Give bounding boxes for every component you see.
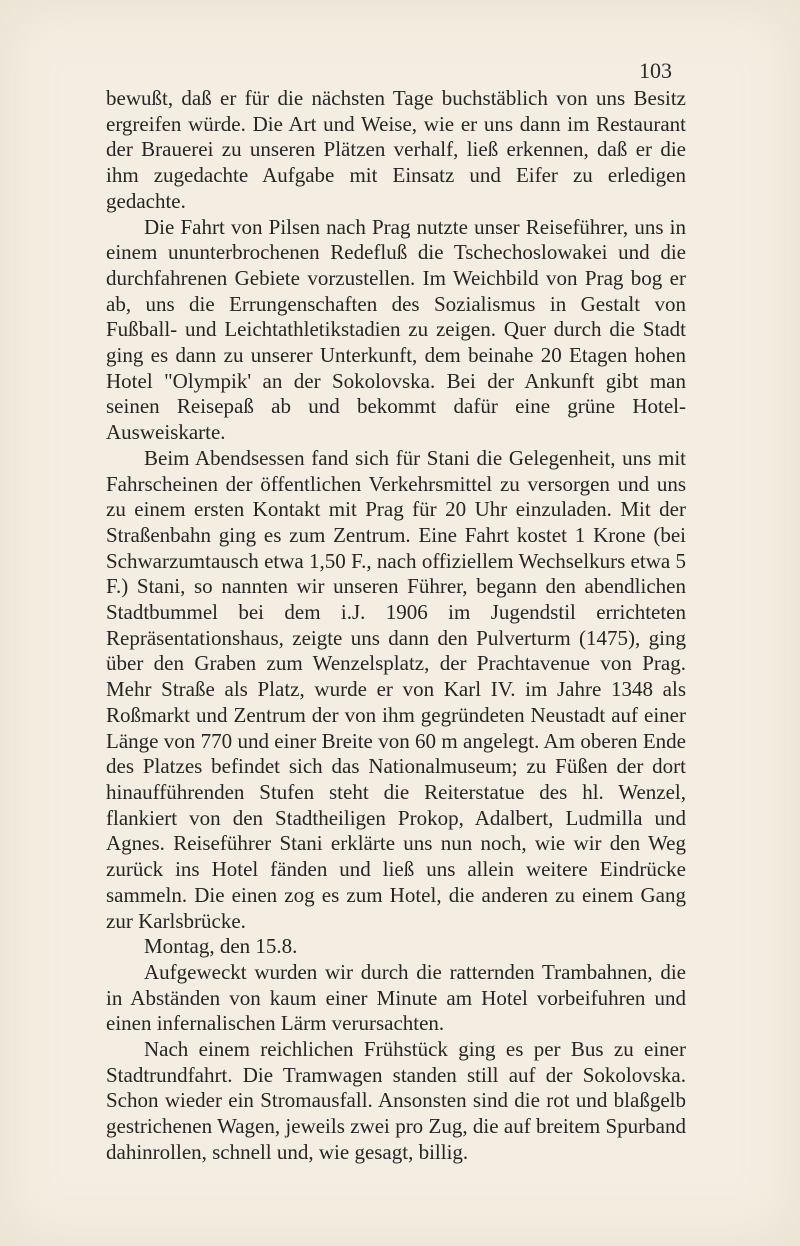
- body-text: [106, 86, 686, 1166]
- paragraph-continuation: bewußt, daß er für die nächsten Tage buchstäblich von uns Besitz ergreifen würde. Die Art und Weise, wie er uns dann im Restaurant der Brauerei zu unseren Plätzen verhalf, ließ erkennen, daß er die ihm zugedachte Aufgabe mit Einsatz und Eifer zu erledigen gedachte.: [106, 86, 686, 213]
- paragraph-city-tour: Nach einem reichlichen Frühstück ging es per Bus zu einer Stadtrundfahrt. Die Tramwagen standen still auf der Sokolovska. Schon wieder ein Stromausfall. Ansonsten sind die rot und blaßgelb gestrichenen Wagen, jeweils zwei pro Zug, die auf breitem Spurband dahinrollen, schnell und, wie gesagt, billig.: [106, 1037, 686, 1164]
- paragraph-journey-to-prague: Die Fahrt von Pilsen nach Prag nutzte unser Reiseführer, uns in einem ununterbrochenen Redefluß die Tschechoslowakei und die durchfahrenen Gebiete vorzustellen. Im Weichbild von Prag bog er ab, uns die Errungenschaften des Sozialismus in Gestalt von Fußball- und Leichtathletikstadien zu zeigen. Quer durch die Stadt ging es dann zu unserer Unterkunft, dem beinahe 20 Etagen hohen Hotel "Olympik' an der Sokolovska. Bei der Ankunft gibt man seinen Reisepaß ab und bekommt dafür eine grüne Hotel-Ausweiskarte.: [106, 214, 686, 445]
- date-heading: Montag, den 15.8.: [144, 934, 298, 959]
- page-number: 103: [639, 58, 672, 83]
- paragraph-evening-walk: Beim Abendsessen fand sich für Stani die Gelegenheit, uns mit Fahrscheinen der öffentlichen Verkehrsmittel zu versorgen und uns zu einem ersten Kontakt mit Prag für 20 Uhr einzuladen. Mit der Straßenbahn ging es zum Zentrum. Eine Fahrt kostet 1 Krone (bei Schwarzumtausch etwa 1,50 F., nach offiziellem Wechselkurs etwa 5 F.) Stani, so nannten wir unseren Führer, begann den abendlichen Stadtbummel bei dem i.J. 1906 im Jugendstil errichteten Repräsentationshaus, zeigte uns dann den Pulverturm (1475), ging über den Graben zum Wenzelsplatz, der Prachtavenue von Prag. Mehr Straße als Platz, wurde er von Karl IV. im Jahre 1348 als Roßmarkt und Zentrum der von ihm gegründeten Neustadt auf einer Länge von 770 und einer Breite von 60 m angelegt. Am oberen Ende des Platzes befindet sich das Nationalmuseum; zu Füßen der dort hinaufführenden Stufen steht die Reiterstatue des hl. Wenzel, flankiert von den Stadtheiligen Prokop, Adalbert, Ludmilla und Agnes. Reiseführer Stani erklärte uns nun noch, wie wir den Weg zurück ins Hotel fänden und ließ uns allein weitere Eindrücke sammeln. Die einen zog es zum Hotel, die anderen zu einem Gang zur Karlsbrücke.: [106, 445, 686, 933]
- paragraph-trams: Aufgeweckt wurden wir durch die ratternden Trambahnen, die in Abständen von kaum einer Minute am Hotel vorbeifuhren und einen infernalischen Lärm verursachten.: [106, 959, 686, 1036]
